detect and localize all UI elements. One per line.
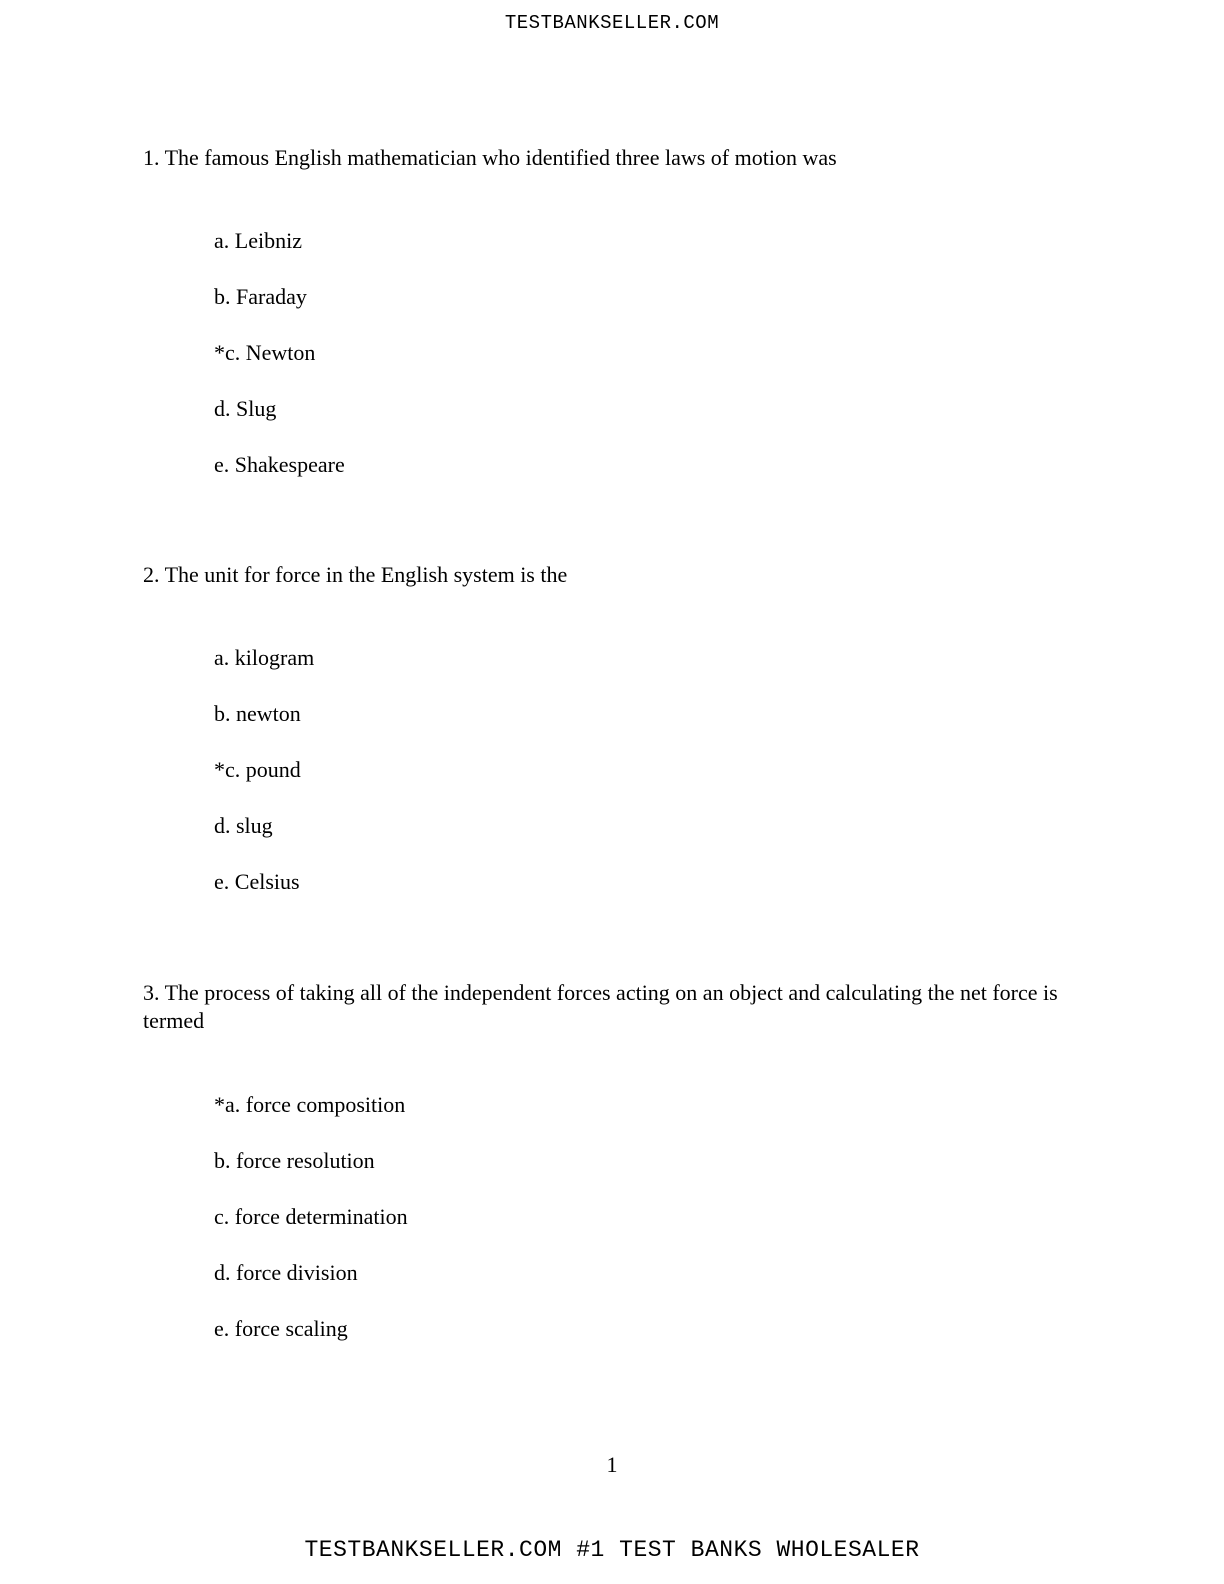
question-3-choice-a: *a. force composition (214, 1092, 406, 1117)
question-1-choice-e: e. Shakespeare (214, 452, 345, 477)
question-3-text: 3. The process of taking all of the independent forces acting on an object and calculating the net force is termed (143, 980, 1058, 1033)
page-number: 1 (606, 1452, 618, 1477)
question-3-choice-b: b. force resolution (214, 1148, 375, 1173)
question-3-choice-d: d. force division (214, 1260, 358, 1285)
question-2-text: 2. The unit for force in the English system is the (143, 562, 568, 587)
question-2-choice-c: *c. pound (214, 757, 301, 782)
question-3-choice-e: e. force scaling (214, 1316, 348, 1341)
question-1-choice-c: *c. Newton (214, 340, 316, 365)
question-1-choice-d: d. Slug (214, 396, 277, 421)
question-2-choice-b: b. newton (214, 701, 301, 726)
question-1-text: 1. The famous English mathematician who identified three laws of motion was (143, 145, 837, 170)
question-2-choice-a: a. kilogram (214, 645, 315, 670)
question-2-choice-d: d. slug (214, 813, 273, 838)
question-1-choice-b: b. Faraday (214, 284, 307, 309)
page-header: TESTBANKSELLER.COM (504, 12, 720, 34)
question-1-choice-a: a. Leibniz (214, 228, 302, 253)
question-2-choice-e: e. Celsius (214, 869, 300, 894)
page-footer: TESTBANKSELLER.COM #1 TEST BANKS WHOLESALER (304, 1537, 920, 1563)
question-3-choice-c: c. force determination (214, 1204, 408, 1229)
